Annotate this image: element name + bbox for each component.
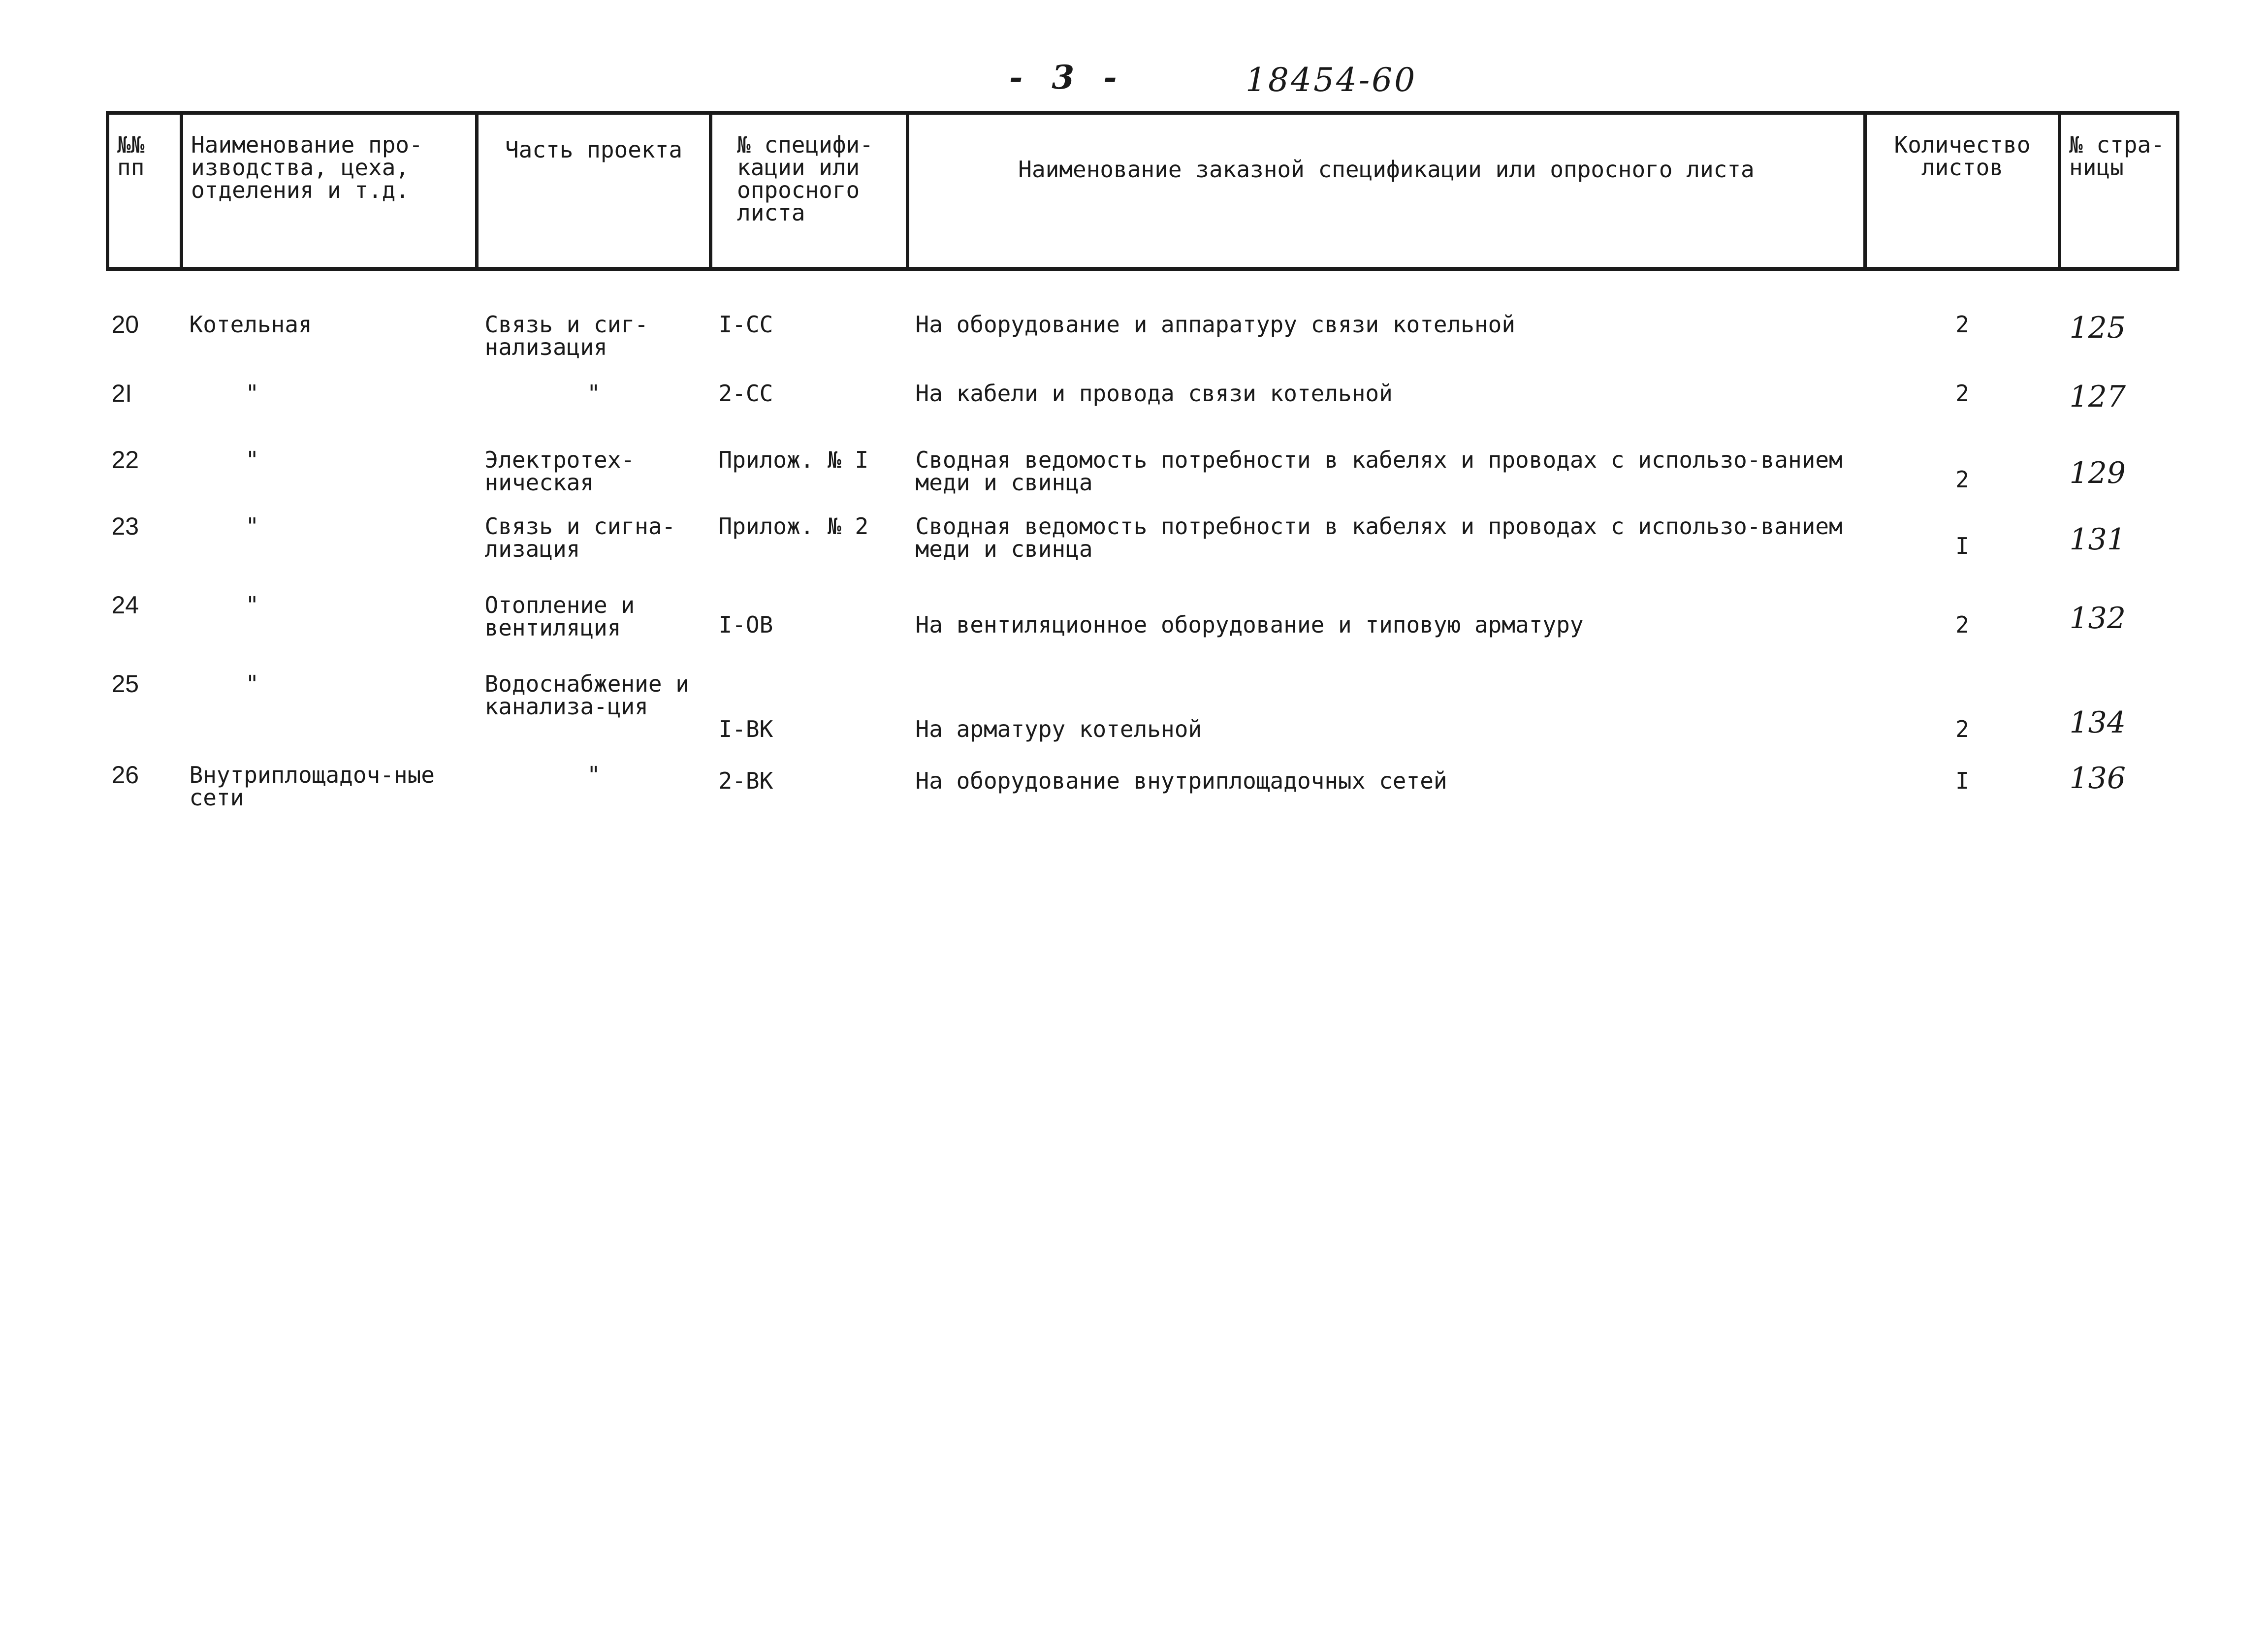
row-production: Котельная <box>189 311 312 338</box>
page-header <box>1009 58 1452 102</box>
row-part: " <box>587 762 601 788</box>
row-page: 131 <box>2069 522 2126 557</box>
table-row <box>108 448 2178 515</box>
row-sheets: I <box>1955 767 1969 794</box>
table-header-row <box>108 113 2178 269</box>
row-production: " <box>245 380 259 407</box>
row-spec: 2-СС <box>718 380 773 407</box>
col-header-sheet-count: Количество листов <box>1865 113 2060 269</box>
table-row <box>108 313 2178 382</box>
specification-table <box>106 111 2179 823</box>
row-part: Электротех-ническая <box>484 447 635 496</box>
row-page: 134 <box>2069 705 2126 740</box>
specification-table-wrap <box>106 111 2176 823</box>
row-spec: 2-ВК <box>718 767 773 794</box>
row-spec: Прилож. № 2 <box>718 513 869 540</box>
row-name: Сводная ведомость потребности в кабелях и проводах с использо-ванием меди и свинца <box>915 447 1843 496</box>
row-sheets: 2 <box>1955 716 1969 742</box>
row-name: На вентиляционное оборудование и типовую арматуру <box>915 611 1584 638</box>
table-row <box>108 672 2178 764</box>
col-header-number: №№ пп <box>108 113 182 269</box>
row-spec: I-ОВ <box>718 611 773 638</box>
row-number: 23 <box>111 512 139 540</box>
row-page: 125 <box>2069 311 2126 345</box>
row-part: Связь и сиг-нализация <box>484 311 648 360</box>
row-number: 2I <box>111 380 132 407</box>
row-sheets: I <box>1955 533 1969 559</box>
row-name: На арматуру котельной <box>915 716 1202 742</box>
row-production: Внутриплощадоч-ные сети <box>189 762 435 811</box>
row-part: Водоснабжение и канализа-ция <box>484 670 689 720</box>
row-page: 136 <box>2069 761 2126 796</box>
row-production: " <box>245 447 259 473</box>
row-sheets: 2 <box>1955 380 1969 407</box>
row-number: 25 <box>111 670 139 698</box>
row-part: " <box>587 380 601 407</box>
row-page: 132 <box>2069 601 2126 636</box>
row-number: 22 <box>111 446 139 474</box>
row-production: " <box>245 592 259 618</box>
row-name: На оборудование и аппаратуру связи котельной <box>915 311 1516 338</box>
row-production: " <box>245 670 259 697</box>
row-spec: I-ВК <box>718 716 773 742</box>
row-production: " <box>245 513 259 540</box>
col-header-part: Часть проекта <box>477 113 711 269</box>
col-header-spec-number: № специфи-кации или опросного листа <box>711 113 908 269</box>
row-page: 127 <box>2069 380 2126 414</box>
row-part: Отопление и вентиляция <box>484 592 635 641</box>
col-header-page-number: № стра-ницы <box>2060 113 2178 269</box>
col-header-production: Наименование про-изводства, цеха, отделения и т.д. <box>182 113 477 269</box>
col-header-spec-name: Наименование заказной спецификации или опросного листа <box>908 113 1865 269</box>
row-number: 20 <box>111 311 139 338</box>
row-number: 26 <box>111 761 139 789</box>
row-sheets: 2 <box>1955 466 1969 493</box>
row-spec: Прилож. № I <box>718 447 869 473</box>
table-row <box>108 764 2178 823</box>
row-spec: I-СС <box>718 311 773 338</box>
row-page: 129 <box>2069 456 2126 490</box>
table-row <box>108 594 2178 672</box>
row-number: 24 <box>111 591 139 619</box>
page-number: - 3 - <box>1009 58 1126 96</box>
row-name: Сводная ведомость потребности в кабелях и проводах с использо-ванием меди и свинца <box>915 513 1843 562</box>
row-name: На кабели и провода связи котельной <box>915 380 1393 407</box>
table-row <box>108 515 2178 594</box>
row-sheets: 2 <box>1955 311 1969 338</box>
table-row <box>108 382 2178 448</box>
row-name: На оборудование внутриплощадочных сетей <box>915 767 1447 794</box>
document-code: 18454-60 <box>1246 61 1417 99</box>
row-sheets: 2 <box>1955 611 1969 638</box>
row-part: Связь и сигна-лизация <box>484 513 676 562</box>
